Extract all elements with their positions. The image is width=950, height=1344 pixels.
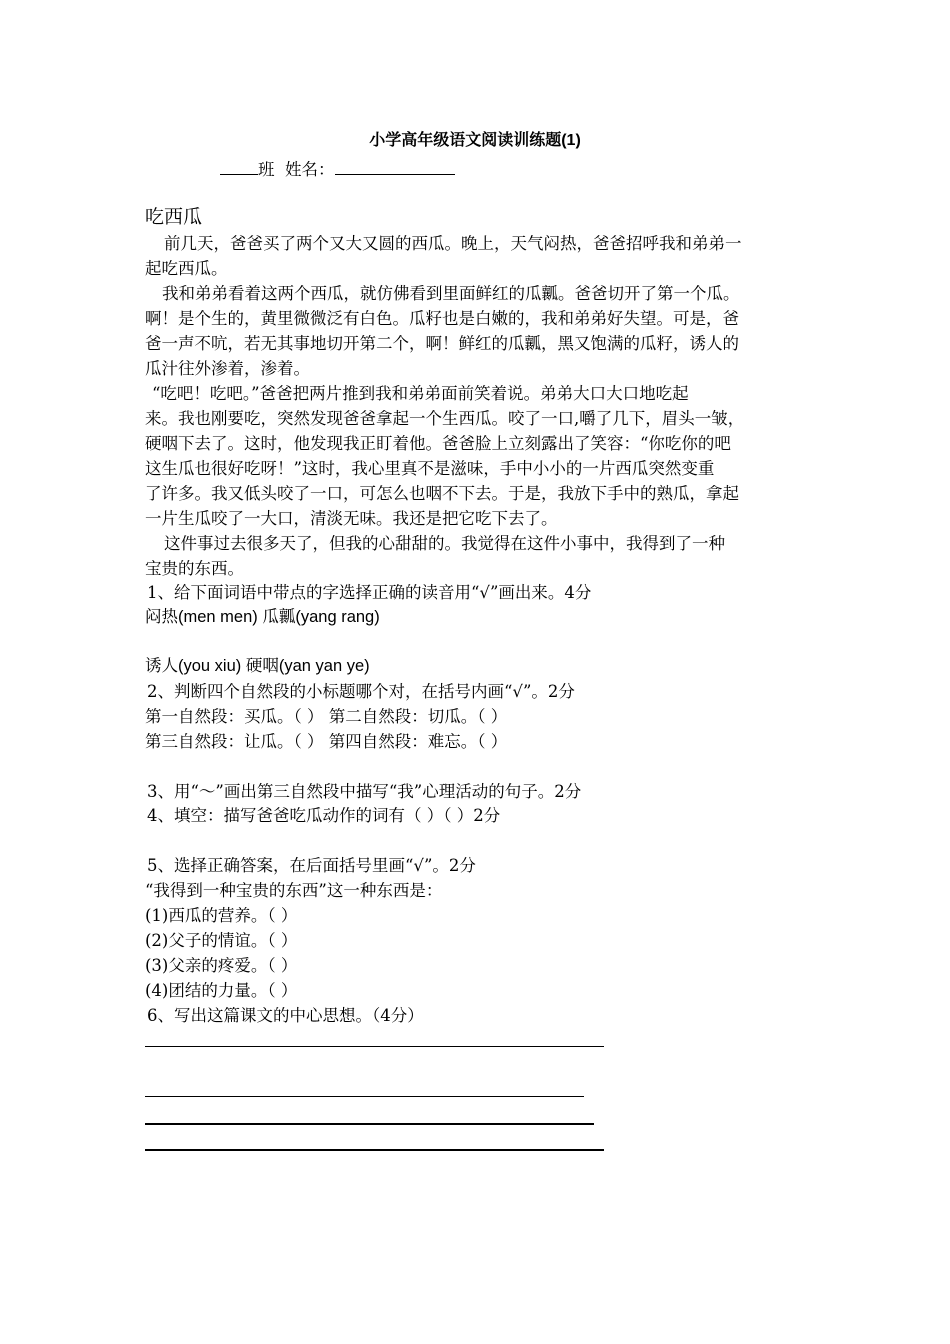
- question-3: 3、用“～”画出第三自然段中描写“我”心理活动的句子。2分: [147, 782, 582, 801]
- passage-line: 啊！是个生的，黄里微微泛有白色。瓜籽也是白嫩的，我和弟弟好失望。可是，爸: [145, 309, 739, 328]
- name-blank[interactable]: [335, 158, 455, 175]
- question-5-option[interactable]: (1)西瓜的营养。（ ）: [145, 906, 298, 925]
- passage-line: 我和弟弟看着这两个西瓜，就仿佛看到里面鲜红的瓜瓤。爸爸切开了第一个瓜。: [162, 284, 740, 303]
- class-name-line: [220, 157, 455, 182]
- question-1-words-row2: 诱人(you xiu) 硬咽(yan yan ye): [145, 657, 370, 675]
- passage-line: “吃吧！吃吧。”爸爸把两片推到我和弟弟面前笑着说。弟弟大口大口地吃起: [152, 384, 689, 403]
- passage-line: 硬咽下去了。这时，他发现我正盯着他。爸爸脸上立刻露出了笑容：“你吃你的吧: [145, 434, 731, 453]
- question-5-stem: “我得到一种宝贵的东西”这一种东西是：: [145, 881, 443, 900]
- question-5-option[interactable]: (2)父子的情谊。（ ）: [145, 931, 298, 950]
- question-2: 2、判断四个自然段的小标题哪个对，在括号内画“√”。2分: [147, 682, 575, 701]
- passage-line: 来。我也刚要吃，突然发现爸爸拿起一个生西瓜。咬了一口,嚼了几下，眉头一皱，: [145, 409, 745, 428]
- question-2-row1: 第一自然段：买瓜。（ ） 第二自然段：切瓜。（ ）: [145, 707, 508, 726]
- passage-line: 前几天，爸爸买了两个又大又圆的西瓜。晚上，天气闷热，爸爸招呼我和弟弟一: [164, 234, 742, 253]
- question-6: 6、写出这篇课文的中心思想。（4分）: [147, 1006, 424, 1025]
- question-5-option[interactable]: (3)父亲的疼爱。（ ）: [145, 956, 298, 975]
- question-1: 1、给下面词语中带点的字选择正确的读音用“√”画出来。4分: [147, 583, 592, 602]
- passage-line: 了许多。我又低头咬了一口，可怎么也咽不下去。于是，我放下手中的熟瓜，拿起: [145, 484, 739, 503]
- passage-line: 爸一声不吭，若无其事地切开第二个，啊！鲜红的瓜瓤，黑又饱满的瓜籽，诱人的: [145, 334, 739, 353]
- passage-line: 这生瓜也很好吃呀！”这时，我心里真不是滋味，手中小小的一片西瓜突然变重: [145, 459, 715, 478]
- passage-line: 起吃西瓜。: [145, 259, 228, 278]
- name-label: 姓名：: [285, 160, 335, 179]
- question-5-option[interactable]: (4)团结的力量。（ ）: [145, 981, 298, 1000]
- passage-line: 宝贵的东西。: [145, 559, 244, 578]
- passage-line: 一片生瓜咬了一大口，清淡无味。我还是把它吃下去了。: [145, 509, 558, 528]
- answer-line[interactable]: [145, 1149, 604, 1151]
- answer-line[interactable]: [145, 1123, 594, 1125]
- question-2-row2: 第三自然段：让瓜。（ ） 第四自然段：难忘。（ ）: [145, 732, 508, 751]
- question-1-words-row1: 闷热(men men) 瓜瓤(yang rang): [145, 608, 380, 626]
- question-4: 4、填空：描写爸爸吃瓜动作的词有（ ）（ ）2分: [147, 806, 501, 825]
- page-title: 小学高年级语文阅读训练题(1): [369, 132, 581, 149]
- class-label: 班: [258, 160, 275, 179]
- class-blank[interactable]: [220, 158, 258, 175]
- passage-line: 这件事过去很多天了，但我的心甜甜的。我觉得在这件小事中，我得到了一种: [164, 534, 725, 553]
- passage-title: 吃西瓜: [145, 206, 203, 228]
- answer-line[interactable]: [145, 1096, 584, 1097]
- question-5: 5、选择正确答案，在后面括号里画“√”。2分: [147, 856, 476, 875]
- passage-line: 瓜汁往外渗着，渗着。: [145, 359, 310, 378]
- answer-line[interactable]: [145, 1046, 604, 1047]
